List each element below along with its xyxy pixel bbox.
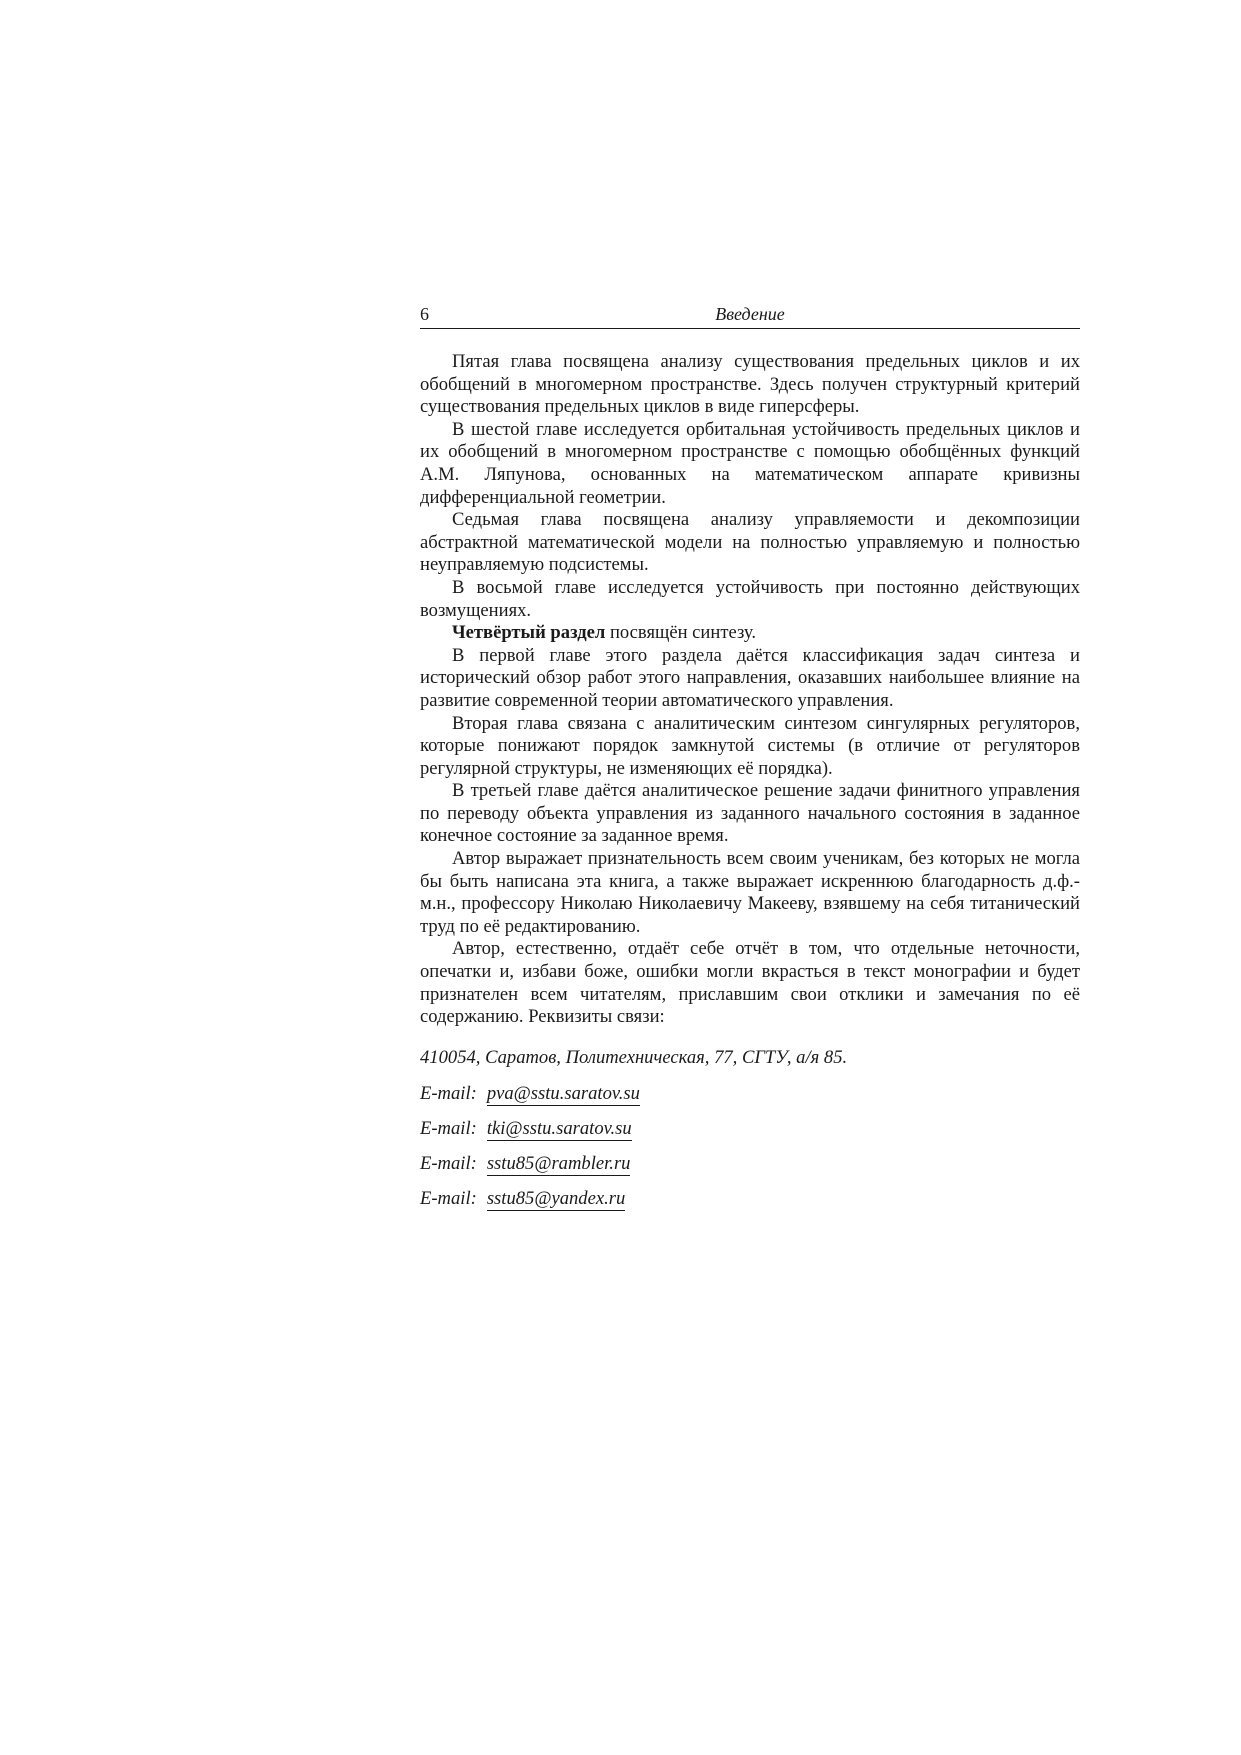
email-label: E-mail:	[420, 1117, 477, 1139]
email-row	[420, 1083, 1080, 1106]
email-row	[420, 1153, 1080, 1176]
email-row	[420, 1188, 1080, 1211]
page-number: 6	[420, 304, 429, 324]
email-label: E-mail:	[420, 1187, 477, 1209]
fourth-section-rest: посвящён синтезу.	[605, 622, 756, 644]
paragraph-errata-note: Автор, естественно, отдаёт себе отчёт в том, что отдельные неточности, опечатки и, избави боже, ошибки могли вкрасться в текст монографии и будет признателен всем читателям, приславшим свои отклики и замечания по её содержанию. Реквизиты связи:	[420, 938, 1080, 1028]
running-head	[420, 300, 1080, 329]
paragraph-fourth-section	[420, 622, 1080, 645]
paragraph-eighth-chapter: В восьмой главе исследуется устойчивость при постоянно действующих возмущениях.	[420, 576, 1080, 621]
postal-address: 410054, Саратов, Политехническая, 77, СГТУ, а/я 85.	[420, 1046, 848, 1068]
email-link[interactable]: tki@sstu.saratov.su	[486, 1117, 632, 1139]
paragraph-third-chapter: В третьей главе даётся аналитическое решение задачи финитного управления по переводу объекта управления из заданного начального состояния в заданное конечное состояние за заданное время.	[420, 780, 1080, 847]
email-link[interactable]: pva@sstu.saratov.su	[486, 1082, 640, 1104]
paragraph-seventh-chapter: Седьмая глава посвящена анализу управляемости и декомпозиции абстрактной математической модели на полностью управляемую и полностью неуправляемую подсистемы.	[420, 509, 1080, 576]
section-title: Введение	[715, 304, 785, 324]
email-label: E-mail:	[420, 1152, 477, 1174]
email-label: E-mail:	[420, 1082, 477, 1104]
email-link[interactable]: sstu85@yandex.ru	[486, 1187, 626, 1209]
fourth-section-label: Четвёртый раздел	[452, 622, 606, 644]
paragraph-second-chapter: Вторая глава связана с аналитическим синтезом сингулярных регуляторов, которые понижают порядок замкнутой системы (в отличие от регуляторов регулярной структуры, не изменяющих её порядка).	[420, 712, 1080, 779]
paragraph-fifth-chapter: Пятая глава посвящена анализу существования предельных циклов и их обобщений в многомерном пространстве. Здесь получен структурный критерий существования предельных циклов в виде гиперсферы.	[420, 351, 1080, 418]
paragraph-first-chapter: В первой главе этого раздела даётся классификация задач синтеза и исторический обзор работ этого направления, оказавших наибольшее влияние на развитие современной теории автоматического управления.	[420, 644, 1080, 711]
email-row	[420, 1118, 1080, 1141]
paragraph-sixth-chapter: В шестой главе исследуется орбитальная устойчивость предельных циклов и их обобщений в многомерном пространстве с помощью обобщённых функций А.М. Ляпунова, основанных на математическом аппарате кривизны дифференциальной геометрии.	[420, 418, 1080, 508]
body-text	[420, 351, 1080, 1029]
book-page	[420, 300, 1080, 1223]
email-link[interactable]: sstu85@rambler.ru	[486, 1152, 631, 1174]
contact-details	[420, 1047, 1080, 1211]
paragraph-acknowledgement: Автор выражает признательность всем своим ученикам, без которых не могла бы быть написана эта книга, а также выражает искреннюю благодарность д.ф.-м.н., профессору Николаю Николаевичу Макееву, взявшему на себя титанический труд по её редактированию.	[420, 848, 1080, 937]
